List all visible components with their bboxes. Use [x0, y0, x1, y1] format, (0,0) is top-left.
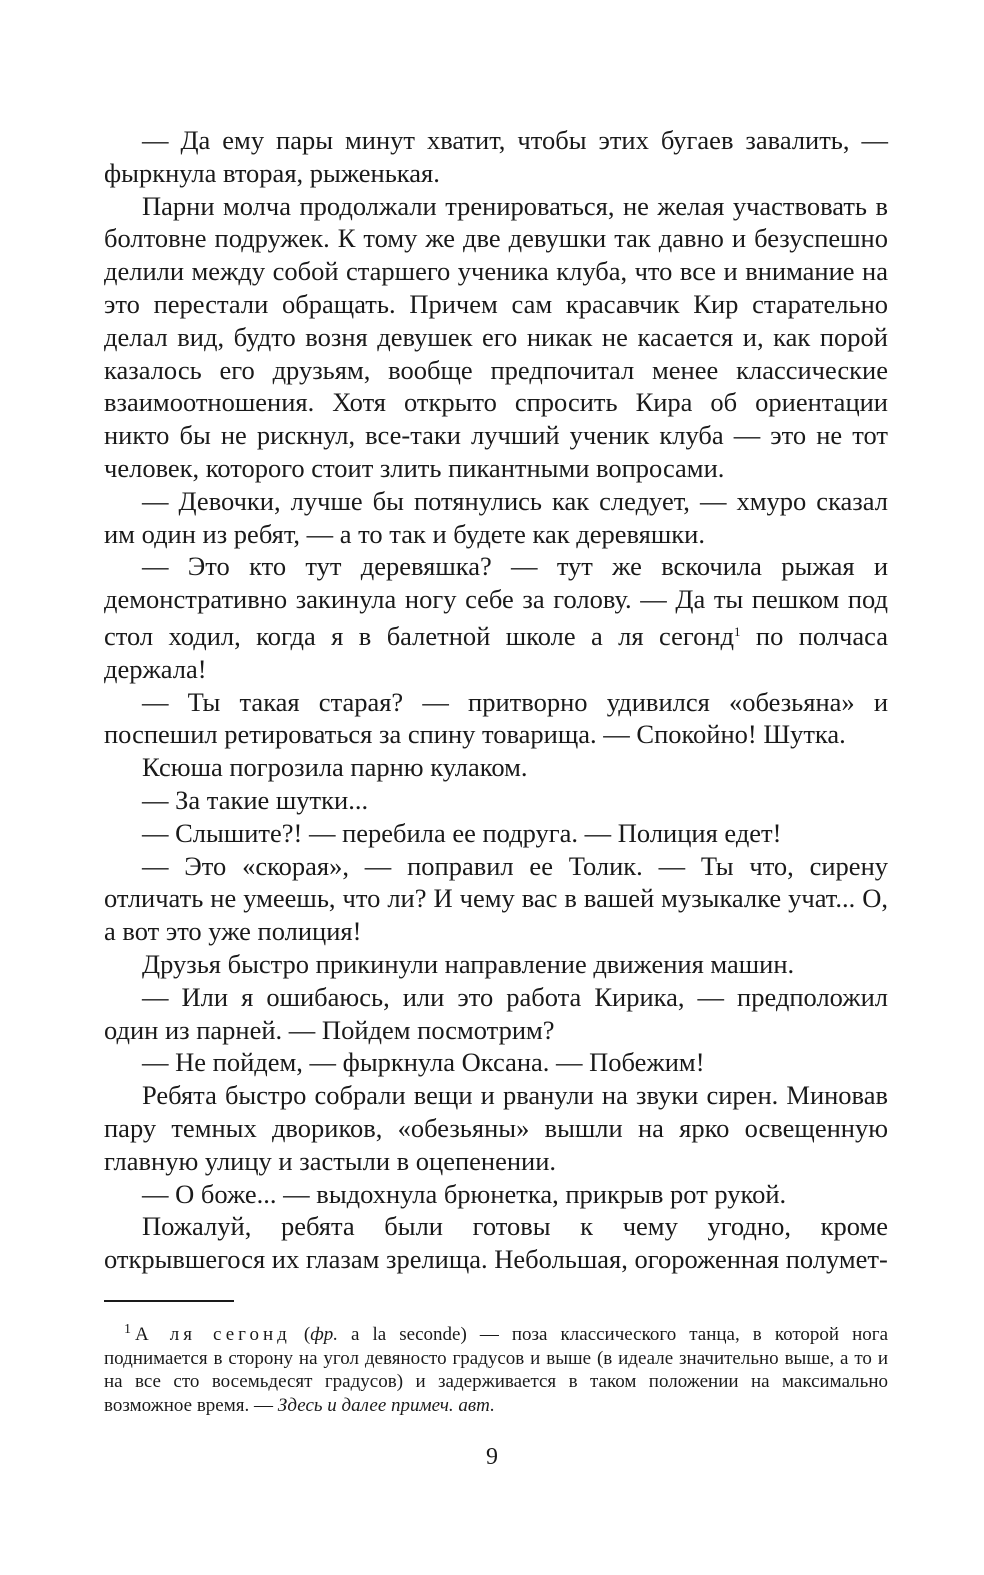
footnote [104, 1318, 888, 1417]
paragraph: — Не пойдем, — фыркнула Оксана. — Побежим! [142, 1047, 705, 1078]
paragraph: Пожалуй, ребята были готовы к чему угодно, кроме открывшегося их глазам зрелища. Небольшая, огороженная полумет- [104, 1211, 888, 1275]
paragraph: — Слышите?! — перебила ее подруга. — Полиция едет! [142, 817, 782, 848]
footnote-text: ( [290, 1324, 311, 1345]
footnote-term: А ля сегонд [135, 1324, 291, 1345]
body-text [104, 124, 888, 1276]
paragraph: — Девочки, лучше бы потянулись как следует, — хмуро сказал им один из ребят, — а то так и будете как деревяшки. [104, 485, 888, 549]
text-run: по полчаса держала! [104, 620, 888, 684]
footnote-editor-note: Здесь и далее примеч. авт. [277, 1394, 495, 1416]
footnote-number: 1 [124, 1322, 131, 1337]
paragraph: — Или я ошибаюсь, или это работа Кирика, — предположил один из парней. — Пойдем посмотрим? [104, 981, 888, 1045]
footnote-text: a la seconde) — поза классического танца, в которой нога поднимается в сторону на угол девяносто градусов и выше (в идеале значительно выше, а то и на все сто восемьдесят градусов) и задерживается в таком положении на максимально возможное время. — [104, 1324, 889, 1416]
page-number: 9 [486, 1444, 498, 1470]
footnote-reference: 1 [733, 623, 741, 639]
paragraph: — За такие шутки... [142, 784, 369, 815]
paragraph [104, 550, 888, 685]
paragraph: — Это «скорая», — поправил ее Толик. — Ты что, сирену отличать не умеешь, что ли? И чему вас в вашей музыкалке учат... О, а вот это уже полиция! [104, 850, 888, 947]
paragraph: — Да ему пары минут хватит, чтобы этих бугаев завалить, — фыркнула вторая, рыженькая. [104, 125, 888, 188]
paragraph: — О боже... — выдохнула брюнетка, прикрыв рот рукой. [142, 1178, 787, 1209]
paragraph: Ребята быстро собрали вещи и рванули на звуки сирен. Миновав пару темных двориков, «обезьяны» вышли на ярко освещенную главную улицу и застыли в оцепенении. [104, 1080, 888, 1176]
paragraph: Ксюша погрозила парню кулаком. [142, 752, 528, 783]
paragraph: — Ты такая старая? — притворно удивился «обезьяна» и поспешил ретироваться за спину товарища. — Спокойно! Шутка. [104, 686, 888, 750]
text-run: — Это кто тут деревяшка? — тут же вскочила рыжая и демонстративно закинула ногу себе за голову. — Да ты пешком под стол ходил, когда я в балетной школе а ля сегонд [104, 551, 888, 651]
footnote-lang-abbr: фр. [310, 1324, 338, 1345]
paragraph: Друзья быстро прикинули направление движения машин. [142, 948, 795, 979]
paragraph: Парни молча продолжали тренироваться, не желая участвовать в болтовне подружек. К тому же две девушки так давно и безуспешно делили между собой старшего ученика клуба, что все и внимание на это перестали обращать. Причем сам красавчик Кир старательно делал вид, будто возня девушек его никак не касается и, как порой казалось его друзьям, вообще предпочитал менее классические взаимоотношения. Хотя открыто спросить Кира об ориентации никто бы не рискнул, все-таки лучший ученик клуба — это не тот человек, которого стоит злить пикантными вопросами. [104, 190, 888, 483]
footnote-divider [104, 1300, 234, 1302]
